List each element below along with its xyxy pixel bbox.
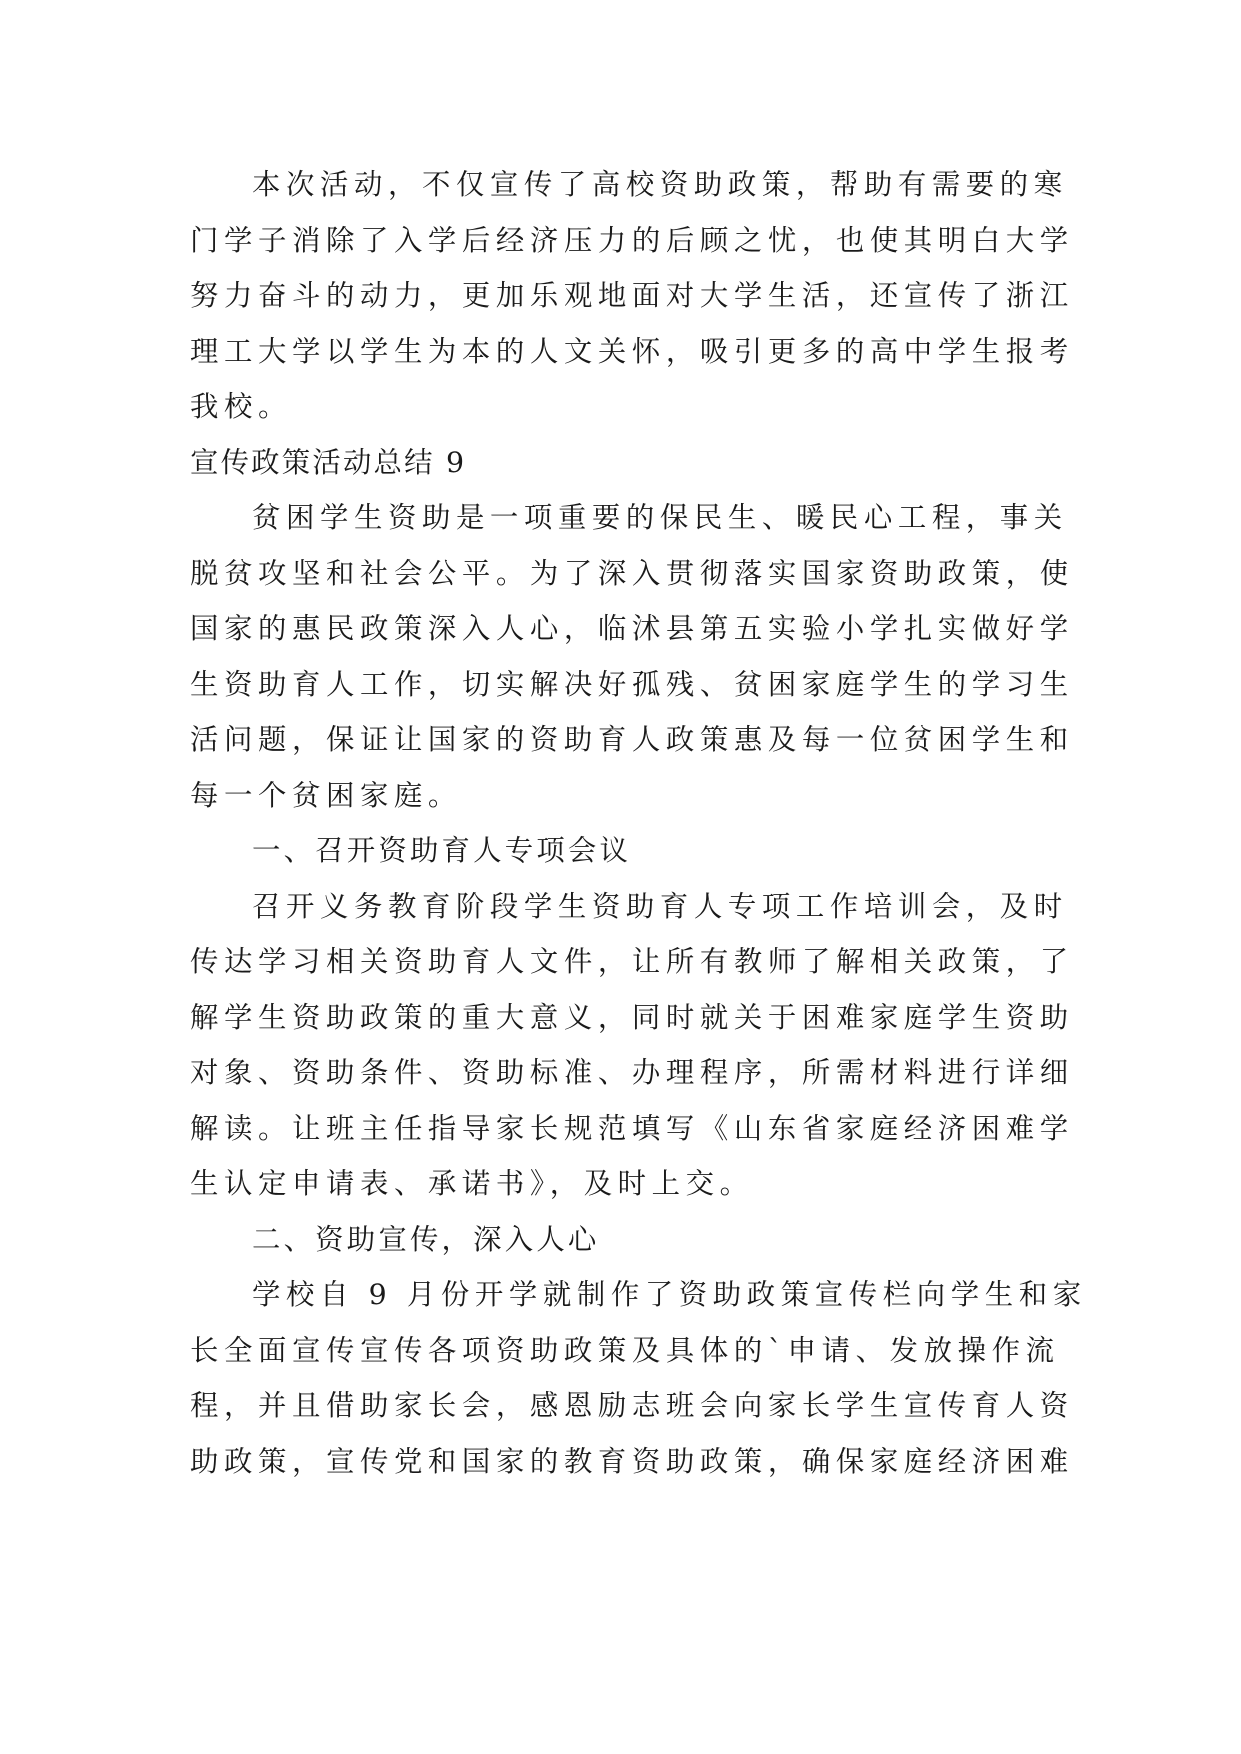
subsection-title: 二、资助宣传，深入人心: [252, 1222, 600, 1256]
paragraph-line: 程，并且借助家长会，感恩励志班会向家长学生宣传育人资: [190, 1389, 1074, 1422]
paragraph-line: 努力奋斗的动力，更加乐观地面对大学生活，还宣传了浙江: [190, 279, 1074, 312]
paragraph-line: 国家的惠民政策深入人心，临沭县第五实验小学扎实做好学: [190, 612, 1074, 645]
paragraph-line: 门学子消除了入学后经济压力的后顾之忧，也使其明白大学: [190, 223, 1074, 257]
paragraph-line: 脱贫攻坚和社会公平。为了深入贯彻落实国家资助政策，使: [190, 556, 1074, 590]
paragraph-line: 传达学习相关资助育人文件，让所有教师了解相关政策，了: [190, 945, 1074, 978]
paragraph-line: 解学生资助政策的重大意义，同时就关于困难家庭学生资助: [190, 1000, 1074, 1034]
paragraph-line: 生资助育人工作，切实解决好孤残、贫困家庭学生的学习生: [190, 667, 1074, 701]
paragraph-line: 长全面宣传宣传各项资助政策及具体的`申请、发放操作流: [190, 1333, 1060, 1367]
paragraph-line: 本次活动，不仅宣传了高校资助政策，帮助有需要的寒: [252, 168, 1068, 201]
paragraph-line: 召开义务教育阶段学生资助育人专项工作培训会，及时: [252, 889, 1068, 923]
paragraph-line: 贫困学生资助是一项重要的保民生、暖民心工程，事关: [252, 501, 1068, 534]
paragraph-line: 生认定申请表、承诺书》，及时上交。: [190, 1167, 754, 1200]
paragraph-line: 助政策，宣传党和国家的教育资助政策，确保家庭经济困难: [190, 1444, 1074, 1478]
paragraph-line: 每一个贫困家庭。: [190, 778, 462, 812]
document-body: [190, 157, 1087, 1489]
section-title: 宣传政策活动总结 9: [190, 445, 467, 479]
paragraph-line: 理工大学以学生为本的人文关怀，吸引更多的高中学生报考: [190, 334, 1074, 368]
paragraph-line: 活问题，保证让国家的资助育人政策惠及每一位贫困学生和: [190, 723, 1074, 756]
paragraph-line: 学校自 9 月份开学就制作了资助政策宣传栏向学生和家: [252, 1278, 1087, 1311]
paragraph-line: 对象、资助条件、资助标准、办理程序，所需材料进行详细: [190, 1056, 1074, 1089]
subsection-title: 一、召开资助育人专项会议: [252, 834, 632, 867]
paragraph-line: 解读。让班主任指导家长规范填写《山东省家庭经济困难学: [190, 1111, 1074, 1145]
paragraph-line: 我校。: [190, 390, 292, 423]
